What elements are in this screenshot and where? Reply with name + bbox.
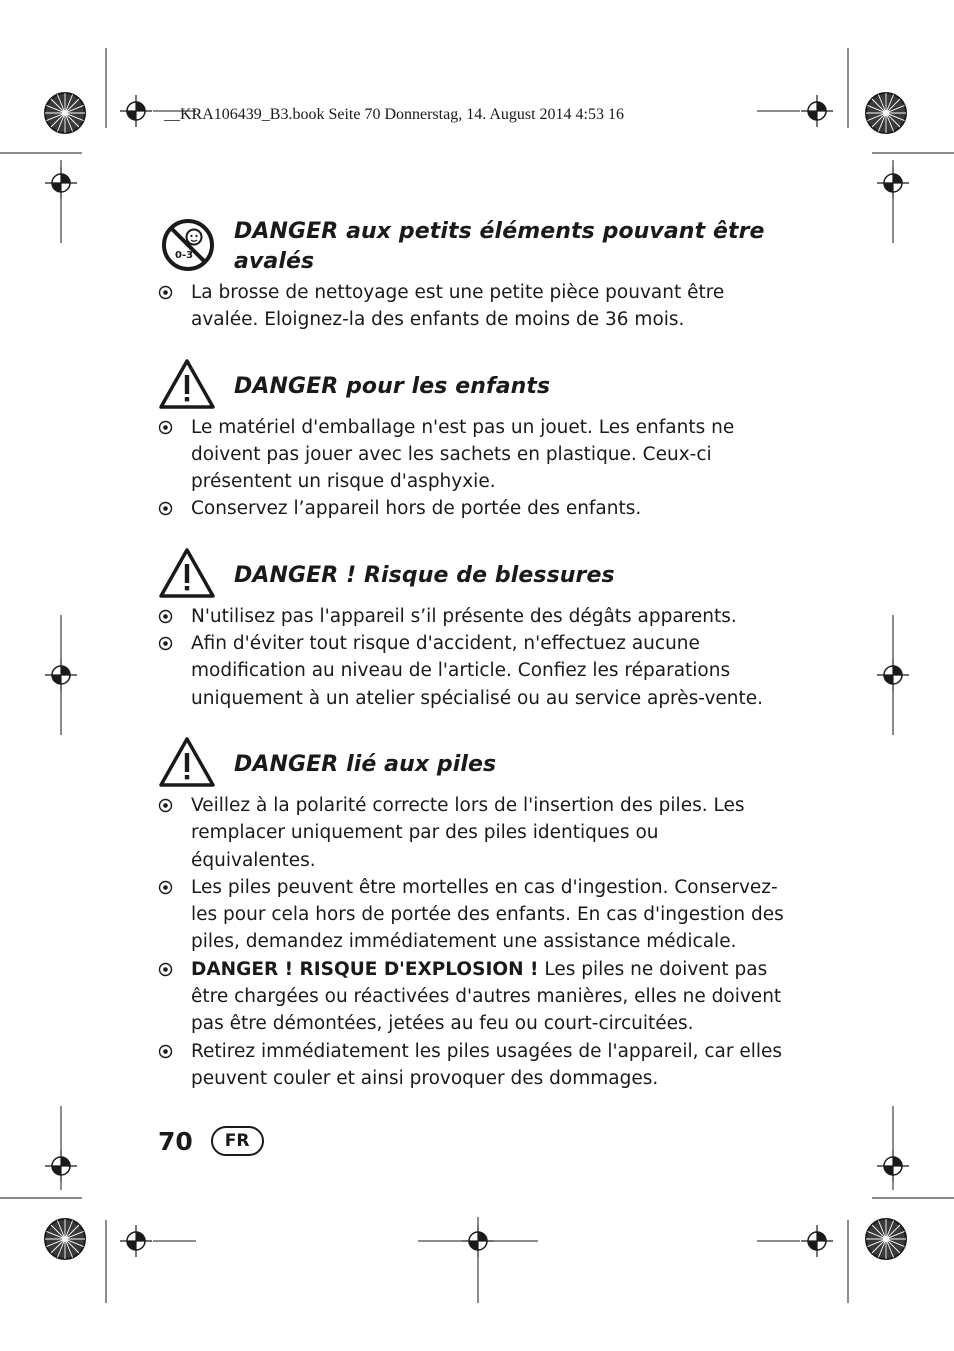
bullet-icon xyxy=(158,880,173,895)
safety-content xyxy=(158,216,786,1114)
section-children xyxy=(158,356,786,523)
section-heading xyxy=(158,216,786,277)
bullet-icon xyxy=(158,609,173,624)
warning-triangle-icon xyxy=(158,734,216,790)
section-small-parts xyxy=(158,216,786,334)
section-heading xyxy=(158,356,786,412)
section-heading xyxy=(158,734,786,790)
list-item: Afin d'éviter tout risque d'accident, n'effectuez aucune modification au niveau de l'article. Confiez les réparations uniquement à un atelier spécialisé ou au service après-vente. xyxy=(158,630,786,712)
page-footer xyxy=(158,1126,264,1156)
language-badge: FR xyxy=(211,1126,264,1156)
bullet-icon xyxy=(158,636,173,651)
section-title: DANGER ! Risque de blessures xyxy=(234,562,615,588)
list-item: Retirez immédiatement les piles usagées de l'appareil, car elles peuvent couler et ainsi provoquer des dommages. xyxy=(158,1038,786,1093)
page-number: 70 xyxy=(158,1126,193,1156)
bullet-icon xyxy=(158,285,173,300)
bullet-icon xyxy=(158,1044,173,1059)
bullet-list xyxy=(158,792,786,1092)
section-injury xyxy=(158,545,786,712)
list-item: Le matériel d'emballage n'est pas un jouet. Les enfants ne doivent pas jouer avec les sachets en plastique. Ceux-ci présentent un risque d'asphyxie. xyxy=(158,414,786,496)
choking-hazard-icon xyxy=(158,216,216,272)
list-item: Veillez à la polarité correcte lors de l'insertion des piles. Les remplacer uniquement par des piles identiques ou équivalentes. xyxy=(158,792,786,874)
section-heading xyxy=(158,545,786,601)
bullet-list xyxy=(158,414,786,523)
print-slug-line: __KRA106439_B3.book Seite 70 Donnerstag, 14. August 2014 4:53 16 xyxy=(164,106,624,123)
list-item: N'utilisez pas l'appareil s’il présente des dégâts apparents. xyxy=(158,603,786,630)
list-item: La brosse de nettoyage est une petite pièce pouvant être avalée. Eloignez-la des enfants de moins de 36 mois. xyxy=(158,279,786,334)
bullet-icon xyxy=(158,420,173,435)
bullet-list xyxy=(158,603,786,712)
list-item: DANGER ! RISQUE D'EXPLOSION ! Les piles ne doivent pas être chargées ou réactivées d'autres manières, elles ne doivent pas être démontées, jetées au feu ou court-circuitées. xyxy=(158,956,786,1038)
section-batteries xyxy=(158,734,786,1092)
svg-text:0-3: 0-3 xyxy=(175,250,194,261)
section-title: DANGER aux petits éléments pouvant être avalés xyxy=(234,219,765,274)
list-item: Conservez l’appareil hors de portée des enfants. xyxy=(158,495,786,522)
bullet-list xyxy=(158,279,786,334)
bullet-icon xyxy=(158,962,173,977)
bullet-icon xyxy=(158,798,173,813)
warning-triangle-icon xyxy=(158,356,216,412)
bullet-icon xyxy=(158,501,173,516)
explosion-warning: DANGER ! RISQUE D'EXPLOSION ! xyxy=(191,958,539,980)
section-title: DANGER lié aux piles xyxy=(234,751,497,777)
warning-triangle-icon xyxy=(158,545,216,601)
list-item: Les piles peuvent être mortelles en cas d'ingestion. Conservez-les pour cela hors de portée des enfants. En cas d'ingestion des piles, demandez immédiatement une assistance médicale. xyxy=(158,874,786,956)
section-title: DANGER pour les enfants xyxy=(234,373,551,399)
